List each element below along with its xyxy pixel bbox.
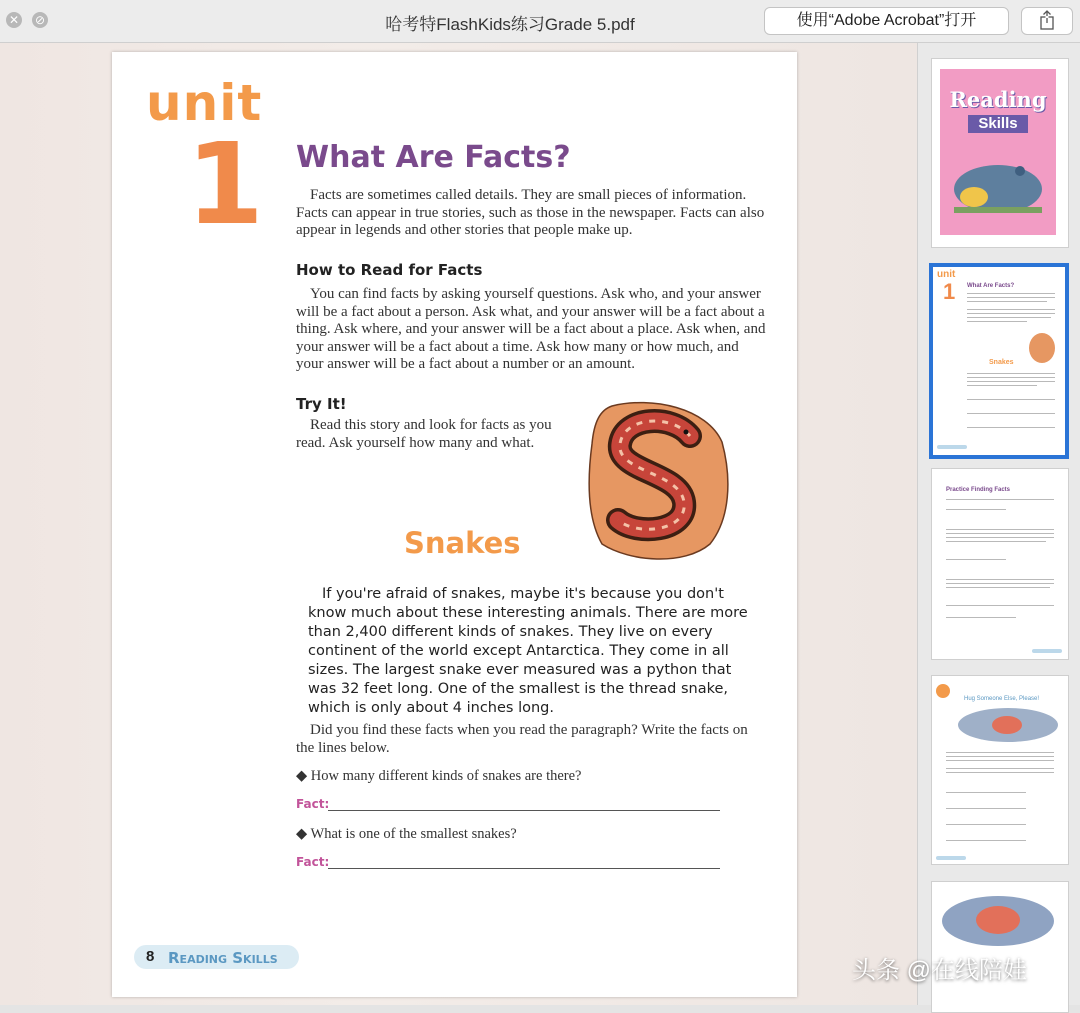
thumbnail-page-4[interactable]	[931, 675, 1069, 865]
section-heading-try-it: Try It!	[296, 395, 347, 413]
thumbnail-page-1[interactable]	[931, 58, 1069, 248]
footer-book-title: Reading Skills	[168, 949, 278, 967]
thumbnail-page-3[interactable]	[931, 468, 1069, 660]
thumbnail-page-5[interactable]	[931, 881, 1069, 1013]
window-title: 哈考特FlashKids练习Grade 5.pdf	[385, 15, 635, 34]
thumb3-title: Practice Finding Facts	[946, 487, 1011, 493]
title-bar	[0, 0, 1080, 43]
minimize-icon[interactable]: ⊘	[32, 12, 48, 28]
story-title: Snakes	[404, 526, 521, 560]
close-icon[interactable]: ✕	[6, 12, 22, 28]
intro-paragraph: Facts are sometimes called details. They are small pieces of information. Facts can appear in true stories, such as those in the newspaper. Facts can also appear in legends and other stories that people make up.	[296, 187, 765, 238]
thumb5-octopus-image	[942, 896, 1054, 946]
cover-title-line1: Reading	[949, 87, 1047, 112]
question-2-text: What is one of the smallest snakes?	[310, 826, 517, 842]
unit-number: 1	[186, 120, 264, 250]
pdf-page	[112, 52, 797, 997]
story-paragraph: If you're afraid of snakes, maybe it's because you don't know much about these interesting animals. There are more than 2,400 different kinds of snakes. They live on every continent of the world except Antarctica. They come in all sizes. The largest snake ever measured was a python that was 32 feet long. One of the smallest is the thread snake, which is only about 4 inches long.	[308, 586, 748, 716]
thumb4-octopus-image	[958, 708, 1058, 742]
thumbnail-page-2[interactable]	[929, 263, 1069, 459]
section-heading-read-for-facts: How to Read for Facts	[296, 261, 483, 279]
question-1: ◆ How many different kinds of snakes are there?	[296, 768, 582, 784]
thumbnail-sidebar[interactable]	[917, 43, 1080, 1005]
page-number: 8	[146, 948, 155, 965]
thumb2-snake-image	[1029, 333, 1055, 363]
share-button[interactable]	[1021, 7, 1073, 35]
page-footer	[134, 945, 299, 969]
thumb4-title: Hug Someone Else, Please!	[964, 696, 1040, 702]
page-title: What Are Facts?	[296, 140, 571, 175]
answer-line	[328, 810, 720, 811]
unit-label: unit	[146, 74, 263, 132]
open-with-acrobat-button[interactable]: 使用“Adobe Acrobat”打开	[764, 7, 1009, 35]
section-read-for-facts-text: You can find facts by asking yourself questions. Ask who, and your answer will be a fact about a person. Ask what, and your answer will be a fact about a thing. Ask where, and your answer will be a fact about a place. Ask when, and your answer will be a fact about a time. Ask how many or how much, and your answer will be a fact about a number or an amount.	[296, 286, 766, 372]
share-icon	[1022, 8, 1072, 34]
question-2: ◆ What is one of the smallest snakes?	[296, 826, 517, 842]
question-intro: Did you find these facts when you read the paragraph? Write the facts on the lines below.	[296, 722, 748, 756]
answer-line	[328, 868, 720, 869]
cover-title-line2: Skills	[968, 115, 1028, 133]
watermark: 头条 @在线陪娃	[852, 957, 1028, 984]
thumb2-title: What Are Facts?	[967, 283, 1015, 289]
fact-label: Fact:	[296, 797, 330, 811]
snake-illustration	[582, 394, 732, 564]
fact-answer-2	[296, 855, 720, 873]
section-try-it-text: Read this story and look for facts as you read. Ask yourself how many and what.	[296, 417, 552, 451]
thumb2-number: 1	[943, 279, 956, 304]
cover-image	[940, 69, 1056, 235]
fact-answer-1	[296, 797, 720, 815]
thumb2-story-title: Snakes	[989, 359, 1014, 366]
hippo-illustration	[950, 149, 1046, 215]
question-1-text: How many different kinds of snakes are there?	[310, 768, 582, 784]
fact-label: Fact:	[296, 855, 330, 869]
thumb2-unit: unit	[937, 269, 956, 280]
